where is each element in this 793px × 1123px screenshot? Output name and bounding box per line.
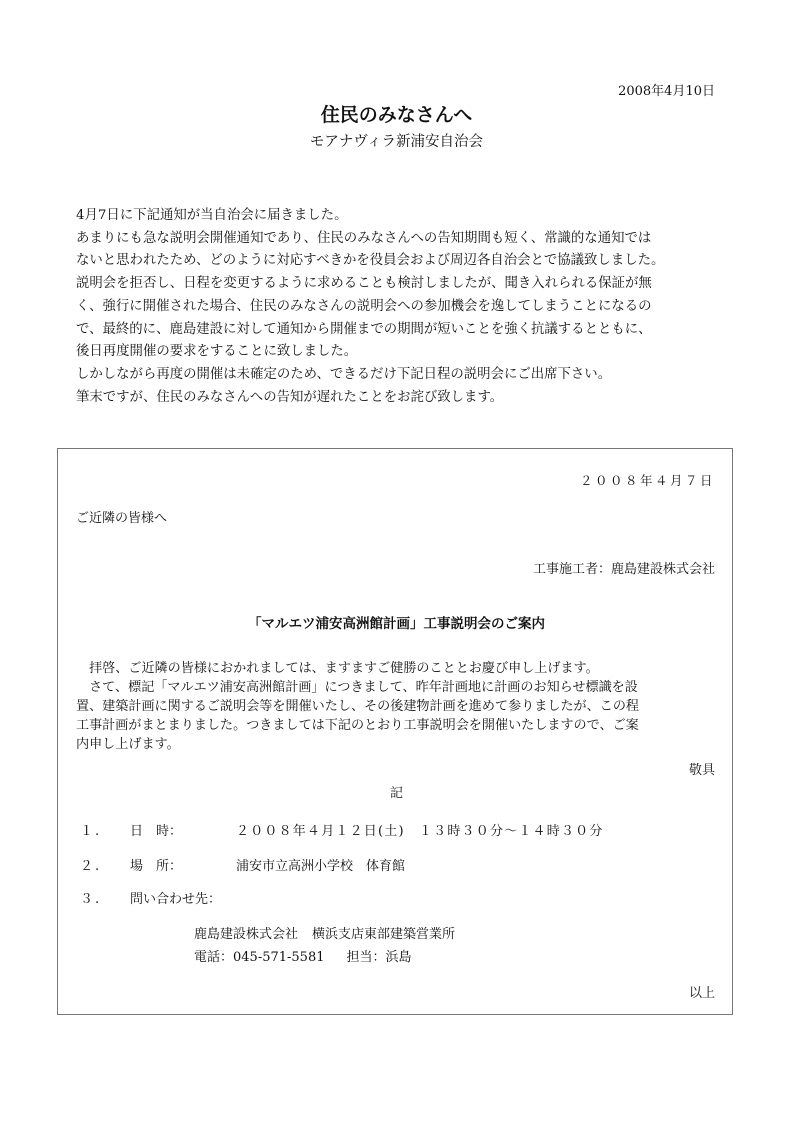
intro-line: で、最終的に、鹿島建設に対して通知から開催までの期間が短いことを強く抗議するとともに、 — [76, 321, 652, 337]
intro-line: あまりにも急な説明会開催通知であり、住民のみなさんへの告知期間も短く、常識的な通知では — [76, 230, 652, 246]
document-date: 2008年4月10日 — [618, 84, 715, 99]
contact-company: 鹿島建設株式会社 — [194, 927, 299, 942]
item-label: 問い合わせ先： — [130, 892, 222, 907]
notice-body — [76, 659, 716, 754]
notice-date: ２００８年４月７日 — [579, 473, 715, 488]
item-value: 浦安市立高洲小学校 体育館 — [236, 859, 406, 874]
notice-body-line: 拝啓、ご近隣の皆様におかれましては、ますますご健勝のこととお慶び申し上げます。 — [76, 661, 599, 676]
notice-title: 「マルエツ浦安高洲館計画」工事説明会のご案内 — [248, 616, 545, 632]
closing-ijou: 以上 — [688, 986, 715, 1001]
intro-line: く、強行に開催された場合、住民のみなさんの説明会への参加機会を逸してしまうことになるの — [76, 298, 652, 314]
contact-company-line — [194, 923, 455, 942]
item-number: ２. — [80, 859, 102, 874]
document-title: 住民のみなさんへ — [320, 104, 473, 126]
contact-branch: 横浜支店東部建築営業所 — [312, 927, 456, 942]
item-number: １. — [80, 824, 102, 839]
item-number: ３. — [80, 892, 102, 907]
notice-contractor: 工事施工者：鹿島建設株式会社 — [532, 562, 715, 577]
item-label: 場 所： — [130, 859, 183, 874]
notice-body-line: 内申し上げます。 — [76, 737, 180, 752]
intro-line: ないと思われたため、どのように対応すべきかを役員会および周辺各自治会とで協議致しました。 — [76, 253, 665, 269]
item-value: ２００８年４月１２日(土) １３時３０分～１４時３０分 — [236, 824, 604, 839]
notice-body-line: 工事計画がまとまりました。つきましては下記のとおり工事説明会を開催いたしますので、ご案 — [76, 718, 639, 733]
intro-line: 後日再度開催の要求をすることに致しました。 — [76, 344, 358, 360]
intro-line: 説明会を拒否し、日程を変更するように求めることも検討しましたが、聞き入れられる保証が無 — [76, 276, 652, 292]
organization-name: モアナヴィラ新浦安自治会 — [309, 134, 484, 150]
item-label: 日 時： — [130, 824, 183, 839]
ki-heading: 記 — [389, 786, 403, 801]
contact-phone-line — [194, 946, 412, 965]
contact-phone: 電話：045-571-5581 — [194, 950, 325, 965]
item-datetime — [80, 820, 604, 839]
closing-keigu: 敬具 — [688, 763, 715, 778]
contact-person: 担当：浜島 — [346, 950, 412, 965]
notice-body-line: さて、標記「マルエツ浦安高洲館計画」につきまして、昨年計画地に計画のお知らせ標識を設 — [76, 680, 638, 695]
intro-line: 筆末ですが、住民のみなさんへの告知が遅れたことをお詫び致します。 — [76, 389, 504, 405]
item-place — [80, 855, 405, 874]
notice-greeting: ご近隣の皆様へ — [76, 511, 168, 526]
intro-paragraph — [76, 205, 736, 409]
intro-line: しかしながら再度の開催は未確定のため、できるだけ下記日程の説明会にご出席下さい。 — [76, 366, 612, 382]
notice-body-line: 置、建築計画に関するご説明会等を開催いたし、その後建物計画を進めて参りましたが、この程 — [76, 699, 640, 714]
item-contact — [80, 888, 221, 907]
intro-line: 4月7日に下記通知が当自治会に届きました。 — [76, 208, 348, 223]
